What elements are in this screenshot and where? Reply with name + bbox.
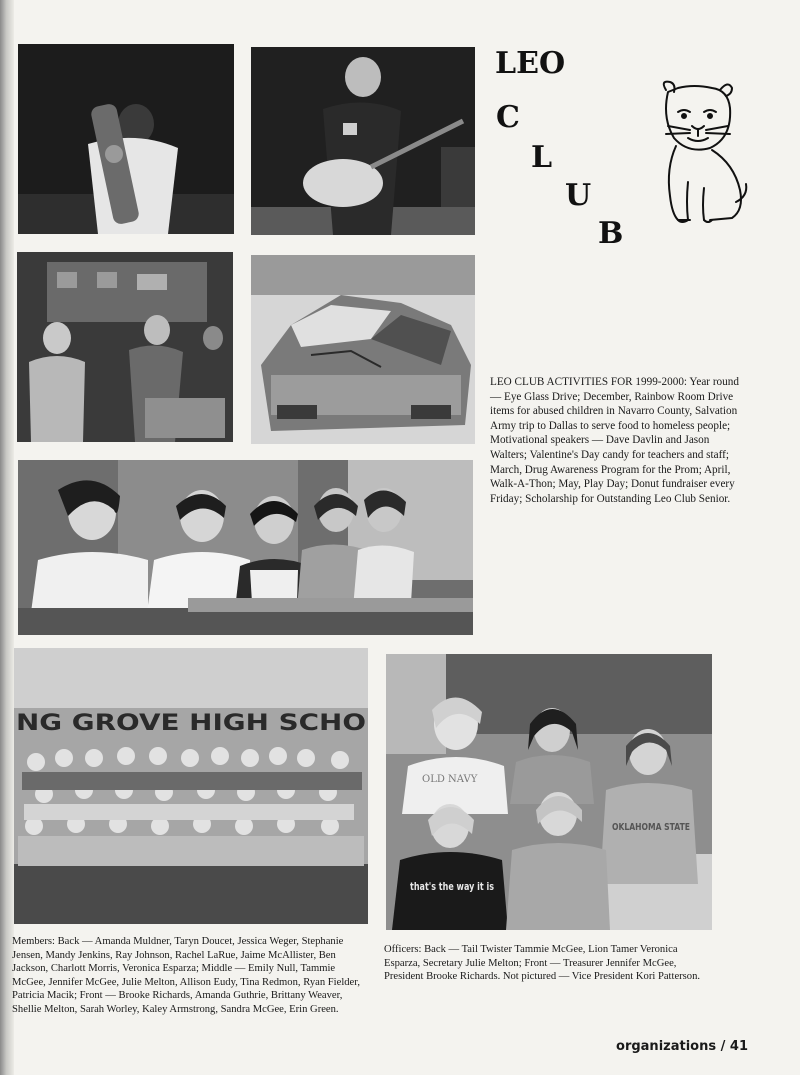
photo-wrecked-car [251, 255, 475, 444]
folio-page-number: 41 [729, 1039, 748, 1054]
folio-separator: / [720, 1039, 726, 1054]
title-letter-c: C [496, 100, 520, 135]
photo-trophy [18, 44, 234, 234]
officers-caption: Officers: Back — Tail Twister Tammie McGee, Lion Tamer Veronica Esparza, Secretary Julie Melton; Front — Treasurer Jennifer McGee, President Brooke Richards. Not pictured — Vice President Kori Patterson. [384, 944, 701, 983]
title-letter-l: L [531, 140, 553, 175]
group-photo-sign: NG GROVE HIGH SCHO [16, 711, 366, 736]
photo-serving-food [17, 252, 233, 442]
folio-section: organizations [616, 1039, 717, 1054]
photo-serving-counter [18, 460, 473, 635]
page-folio [616, 1039, 748, 1054]
photo-guitar-player [251, 47, 475, 235]
page-spine-shadow [0, 0, 14, 1075]
photo-officers-group [386, 654, 712, 930]
photo-members-group [14, 648, 368, 924]
shirt-text-thats-the-way: that's the way it is [410, 880, 495, 893]
lion-cub-icon [648, 78, 750, 228]
members-caption: Members: Back — Amanda Muldner, Taryn Doucet, Jessica Weger, Stephanie Jensen, Mandy Jenkins, Ray Johnson, Rachel LaRue, Jaime McAllister, Ben Jackson, Charlott Morris, Veronica Esparza; Middle — Emily Null, Tammie McGee, Jennifer McGee, Julie Melton, Allison Eudy, Tina Redmon, Ryan Fielder, Patricia Macik; Front — Brooke Richards, Amanda Guthrie, Brittany Weaver, Shellie Melton, Sarah Worley, Kaley Armstrong, Sandra McGee, Erin Green. [12, 936, 361, 1015]
activities-paragraph: LEO CLUB ACTIVITIES FOR 1999-2000: Year round — Eye Glass Drive; December, Rainbow Room Drive items for abused children in Navarro County, Salvation Army trip to Dallas to serve food to homeless people; Motivational speakers — Dave Davlin and Jason Walters; Valentine's Day candy for teachers and staff; March, Drug Awareness Program for the Prom; April, Walk-A-Thon; May, Play Day; Donut fundraiser every Friday; Scholarship for Outstanding Leo Club Senior. [490, 376, 739, 505]
title-word-leo: LEO [495, 46, 566, 81]
title-letter-u: U [565, 178, 592, 213]
shirt-text-old-navy: OLD NAVY [422, 774, 478, 785]
title-letter-b: B [598, 216, 624, 251]
shirt-text-oklahoma-state: OKLAHOMA STATE [612, 822, 691, 833]
